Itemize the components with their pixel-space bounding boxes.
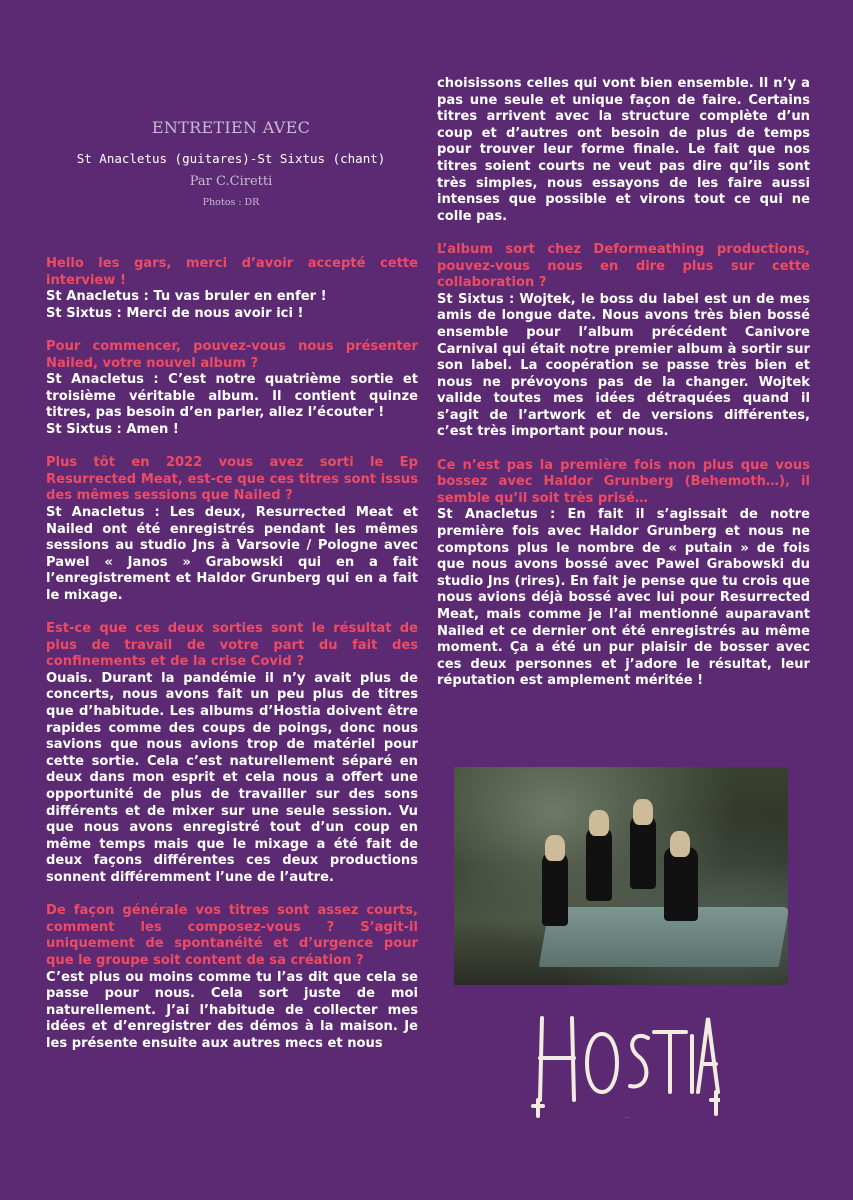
interview-answer: St Sixtus : Wojtek, le boss du label est un de mes amis de longue date. Nous avons très bien bossé ensemble pour l’album précédent Canivore Carnival qui était notre premier album à sortir sur son label. La coopération se passe très bien et nous ne prévoyons pas de la changer. Wojtek valide toutes mes idées détraquées quand il s’agit de l’artwork et de versions différentes, c’est très important pour nous.	[437, 291, 810, 440]
interview-answer: Ouais. Durant la pandémie il n’y avait plus de concerts, nous avons fait un peu plus de titres que d’habitude. Les albums d’Hostia doivent être rapides comme des coups de poings, donc nous savions que nous avions trop de matériel pour cette sortie. Cela c’est naturellement séparé en deux dans mon esprit et cela nous a offert une opportunité de plus de travailler sur des sons différents et de mixer sur une seule session. Vu que nous avons enregistré tout d’un coup en même temps mais que le mixage a été fait de deux façons différentes ces deux productions sonnent différemment l’une de l’autre.	[46, 670, 418, 885]
interview-block	[46, 339, 418, 439]
interview-answer: St Anacletus : Tu vas bruler en enfer !	[46, 289, 327, 305]
hostia-logo	[530, 1000, 720, 1120]
photo-credit: Photos : DR	[202, 197, 260, 208]
interview-block	[46, 256, 418, 322]
interview-question: Plus tôt en 2022 vous avez sorti le Ep Resurrected Meat, est-ce que ces titres sont issus des mêmes sessions que Nailed ?	[46, 455, 418, 504]
photo-hood	[589, 810, 609, 836]
interview-block	[46, 903, 418, 1052]
photo-figure	[664, 847, 698, 921]
photo-hood	[545, 835, 565, 861]
photo-hood	[670, 831, 690, 857]
interview-question: Est-ce que ces deux sorties sont le résultat de plus de travail de votre part du fait des confinements et de la crise Covid ?	[46, 621, 418, 670]
interview-answer: St Anacletus : Les deux, Resurrected Meat et Nailed ont été enregistrés pendant les mêmes sessions au studio Jns à Varsovie / Pologne avec Pawel « Janos » Grabowski qui en a fait l’enregistrement et Haldor Grunberg qui en a fait le mixage.	[46, 504, 418, 603]
interview-answer: St Anacletus : En fait il s’agissait de notre première fois avec Haldor Grunberg et nous ne comptons plus le nombre de « putain » de fois que nous avons bossé avec Pawel Grabowski du studio Jns (rires). En fait je pense que tu crois que nous avions déjà bossé avec lui pour Resurrected Meat, mais comme je l’ai mentionné auparavant Nailed et ce dernier ont été enregistrés au même moment. Ça a été un pur plaisir de bosser avec ces deux personnes et j’adore le résultat, leur réputation est amplement méritée !	[437, 507, 810, 689]
interview-answer: C’est plus ou moins comme tu l’as dit que cela se passe pour nous. Cela sort juste de moi naturellement. J’ai l’habitude de collecter mes idées et d’enregistrer des démos à la maison. Je les présente ensuite aux autres mecs et nous	[46, 969, 418, 1051]
interview-question: De façon générale vos titres sont assez courts, comment les composez-vous ? S’agit-il uniquement de spontanéité et d’urgence pour que le groupe soit content de sa création ?	[46, 903, 418, 968]
interview-block	[46, 455, 418, 604]
interview-question: Hello les gars, merci d’avoir accepté cette interview !	[46, 256, 418, 288]
band-photo	[454, 767, 788, 985]
photo-figure	[630, 815, 656, 889]
interview-question: Ce n’est pas la première fois non plus que vous bossez avec Haldor Grunberg (Behemoth…), il semble qu’il soit très prisé…	[437, 457, 810, 506]
interview-answer: St Anacletus : C’est notre quatrième sortie et troisième véritable album. Il contient quinze titres, pas besoin d’en parler, allez l’écouter !	[46, 372, 418, 421]
interview-block	[46, 621, 418, 887]
interview-answer: St Sixtus : Merci de nous avoir ici !	[46, 305, 304, 321]
logo-text: HOSTIA	[625, 1118, 630, 1119]
interview-block	[437, 242, 810, 441]
photo-figure	[542, 852, 568, 926]
interview-answer: St Sixtus : Amen !	[46, 421, 179, 437]
article-title: ENTRETIEN AVEC	[151, 118, 311, 137]
interview-question: L’album sort chez Deformeathing productions, pouvez-vous nous en dire plus sur cette collaboration ?	[437, 241, 810, 291]
article-author: Par C.Ciretti	[189, 174, 273, 189]
interview-block	[437, 76, 810, 225]
interview-answer: choisissons celles qui vont bien ensemble. Il n’y a pas une seule et unique façon de faire. Certains titres arrivent avec la structure complète d’un coup et d’autres ont besoin de plus de temps pour trouver leur forme finale. Le fait que nos titres soient courts ne veut pas dire qu’ils sont très simples, nous essayons de les faire aussi intenses que possible et virons tout ce qui ne colle pas.	[437, 76, 810, 224]
photo-hood	[633, 799, 653, 825]
interview-question: Pour commencer, pouvez-vous nous présenter Nailed, votre nouvel album ?	[46, 338, 418, 371]
photo-figure	[586, 827, 612, 901]
article-header	[46, 118, 416, 208]
article-subtitle: St Anacletus (guitares)-St Sixtus (chant)	[76, 151, 386, 166]
interview-block	[437, 458, 810, 690]
right-column	[437, 76, 810, 707]
left-column	[46, 256, 418, 1069]
